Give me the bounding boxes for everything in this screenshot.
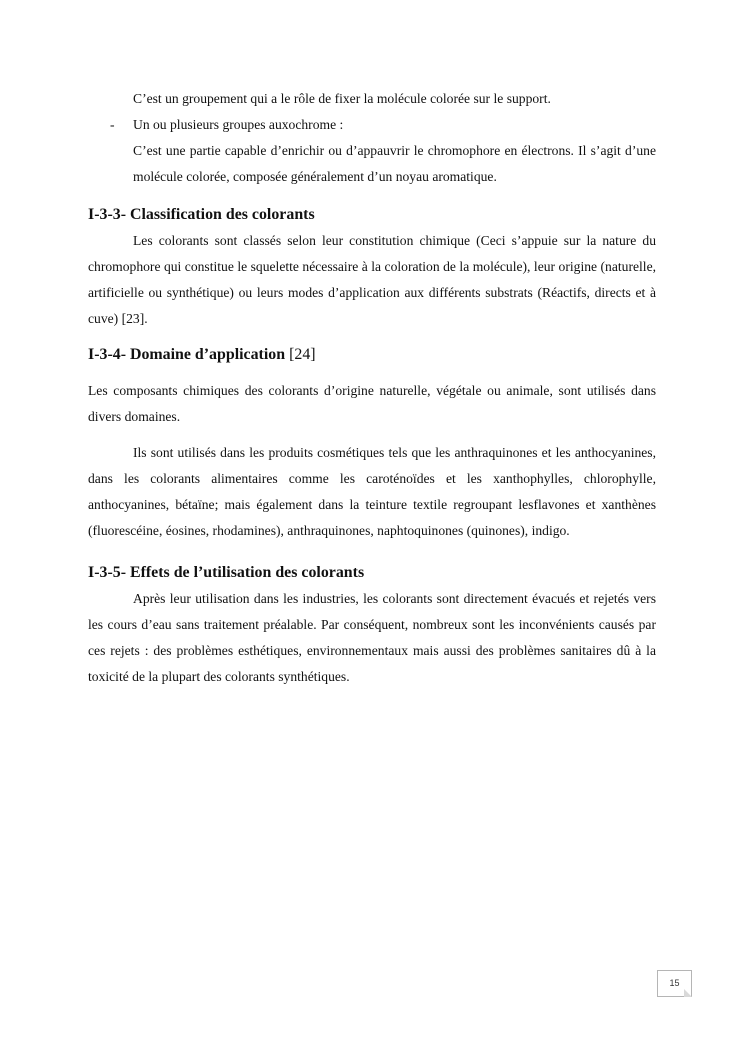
intro-line: C’est un groupement qui a le rôle de fixer la molécule colorée sur le support. [133, 91, 551, 106]
citation-ref: [24] [289, 346, 316, 363]
bullet-dash: - [110, 117, 115, 132]
section-heading-domaine [88, 342, 656, 368]
bullet-description: C’est une partie capable d’enrichir ou d’appauvrir le chromophore en électrons. Il s’agit d’une molécule colorée, composée généralement d’un noyau aromatique. [133, 143, 656, 184]
bullet-title: Un ou plusieurs groupes auxochrome : [133, 117, 344, 132]
paragraph-effets: Après leur utilisation dans les industries, les colorants sont directement évacués et rejetés vers les cours d’eau sans traitement préalable. Par conséquent, nombreux sont les inconvénients causés par ces rejets : des problèmes esthétiques, environnementaux mais aussi des problèmes sanitaires dû à la toxicité de la plupart des colorants synthétiques. [88, 591, 656, 684]
bullet-item-auxochrome [88, 112, 656, 190]
paragraph-classification: Les colorants sont classés selon leur constitution chimique (Ceci s’appuie sur la nature du chromophore qui constitue le squelette nécessaire à la coloration de la molécule), leur origine (naturelle, artificielle ou synthétique) ou leurs modes d’application aux différents substrats (Réactifs, directs et à cuve) [23]. [88, 233, 656, 326]
page-fold-icon [684, 989, 692, 997]
document-page [88, 86, 656, 690]
page-number: 15 [669, 978, 680, 988]
paragraph-domaine-2: Ils sont utilisés dans les produits cosmétiques tels que les anthraquinones et les anthocyanines, dans les colorants alimentaires comme les caroténoïdes et les xanthophylles, chlorophylle, anthocyanines, bétaïne; mais également dans la teinture textile regroupant lesflavones et xanthènes (fluorescéine, éosines, rhodamines), anthraquinones, naphtoquinones (quinones), indigo. [88, 445, 656, 538]
section-heading-effets [88, 560, 656, 586]
page-number-box [657, 970, 692, 997]
paragraph-domaine-1: Les composants chimiques des colorants d’origine naturelle, végétale ou animale, sont utilisés dans divers domaines. [88, 383, 656, 424]
section-heading-text: I-3-5- Effets de l’utilisation des colorants [88, 564, 365, 581]
section-heading-classification [88, 202, 656, 228]
section-heading-text: I-3-4- Domaine d’application [88, 346, 286, 363]
section-heading-text: I-3-3- Classification des colorants [88, 206, 315, 223]
